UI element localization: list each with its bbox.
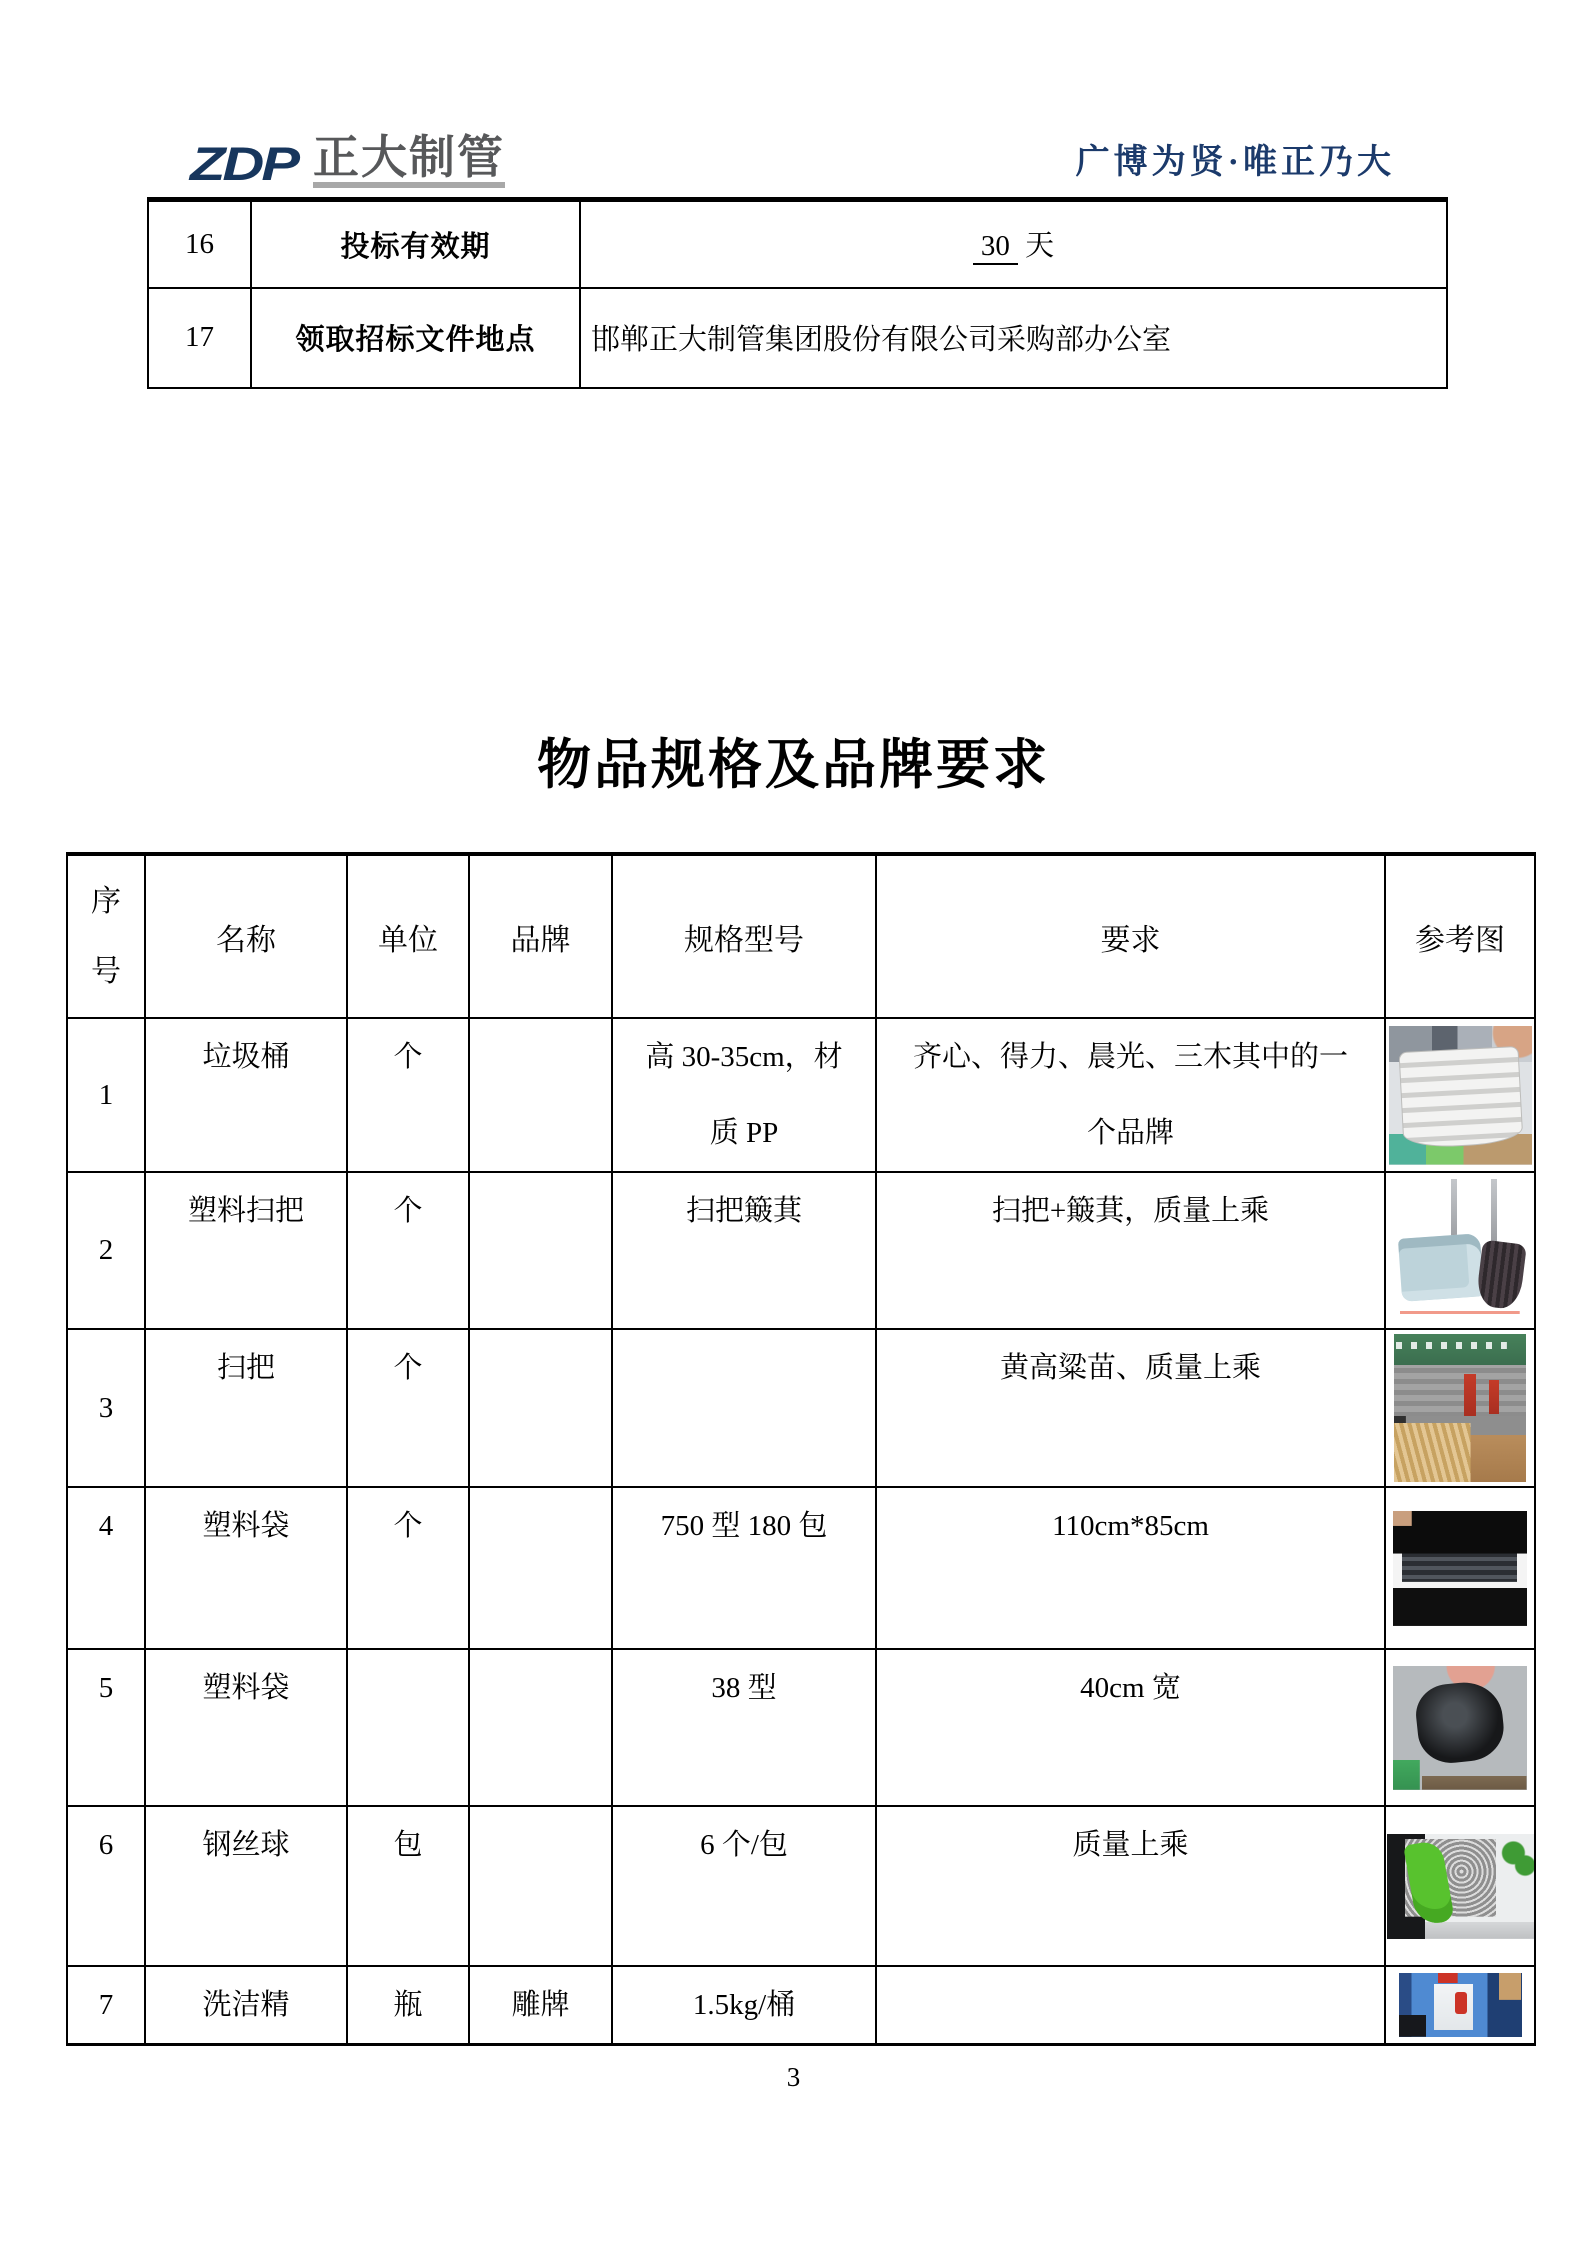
- item-unit: 个: [347, 1329, 469, 1487]
- item-spec: 1.5kg/桶: [612, 1966, 876, 2045]
- company-slogan: 广博为贤·唯正乃大: [1075, 144, 1395, 181]
- reference-photo-storefront-brooms: [1394, 1334, 1526, 1482]
- item-no: 4: [67, 1487, 145, 1649]
- col-header-brand: 品牌: [469, 854, 612, 1018]
- zdp-logo-mark: ZDP: [190, 137, 297, 191]
- item-refimage-cell: [1385, 1487, 1535, 1649]
- item-name: 洗洁精: [145, 1966, 347, 2045]
- reference-photo-detergent-bottles: [1399, 1973, 1522, 2037]
- row-number: 17: [148, 288, 251, 388]
- item-spec: 高 30-35cm，材质 PP: [612, 1018, 876, 1172]
- item-no: 7: [67, 1966, 145, 2045]
- col-header-name: 名称: [145, 854, 347, 1018]
- item-refimage-cell: [1385, 1966, 1535, 2045]
- item-req: 齐心、得力、晨光、三木其中的一个品牌: [876, 1018, 1385, 1172]
- company-logo: [190, 130, 505, 191]
- item-name: 扫把: [145, 1329, 347, 1487]
- item-refimage-cell: [1385, 1806, 1535, 1966]
- item-brand: 雕牌: [469, 1966, 612, 2045]
- col-header-req: 要求: [876, 854, 1385, 1018]
- item-req: 40cm 宽: [876, 1649, 1385, 1806]
- row-value: 邯郸正大制管集团股份有限公司采购部办公室: [580, 288, 1447, 388]
- item-unit: 包: [347, 1806, 469, 1966]
- reference-photo-black-bag-in-hand: [1393, 1666, 1527, 1790]
- item-unit: 瓶: [347, 1966, 469, 2045]
- item-brand: [469, 1649, 612, 1806]
- item-req: 扫把+簸萁，质量上乘: [876, 1172, 1385, 1329]
- item-brand: [469, 1806, 612, 1966]
- item-no: 2: [67, 1172, 145, 1329]
- row-label: 投标有效期: [251, 200, 580, 288]
- table-row: [148, 288, 1447, 388]
- table-row: [67, 1487, 1535, 1649]
- item-spec: 扫把簸萁: [612, 1172, 876, 1329]
- section-title: 物品规格及品牌要求: [537, 735, 1050, 795]
- page-number: 3: [786, 2062, 801, 2092]
- table-row: [67, 1806, 1535, 1966]
- item-no: 6: [67, 1806, 145, 1966]
- reference-photo-steel-wool-pack: [1387, 1834, 1534, 1939]
- tender-info-table: [147, 197, 1448, 389]
- table-row: [67, 1329, 1535, 1487]
- table-row: [67, 1966, 1535, 2045]
- item-unit: 个: [347, 1172, 469, 1329]
- item-spec: 6 个/包: [612, 1806, 876, 1966]
- item-spec: 750 型 180 包: [612, 1487, 876, 1649]
- item-refimage-cell: [1385, 1018, 1535, 1172]
- item-brand: [469, 1172, 612, 1329]
- col-header-no: 序号: [67, 854, 145, 1018]
- item-no: 3: [67, 1329, 145, 1487]
- item-refimage-cell: [1385, 1329, 1535, 1487]
- col-header-spec: 规格型号: [612, 854, 876, 1018]
- item-brand: [469, 1329, 612, 1487]
- reference-photo-trash-bucket: [1389, 1026, 1532, 1165]
- company-name: 正大制管: [313, 134, 505, 188]
- item-req: 质量上乘: [876, 1806, 1385, 1966]
- row-value: [580, 200, 1447, 288]
- reference-photo-dustpan-broom-set: [1387, 1179, 1533, 1323]
- item-brand: [469, 1018, 612, 1172]
- item-unit: [347, 1649, 469, 1806]
- underlined-value: 30: [973, 230, 1018, 265]
- row-number: 16: [148, 200, 251, 288]
- item-spec: 38 型: [612, 1649, 876, 1806]
- item-name: 塑料扫把: [145, 1172, 347, 1329]
- item-unit: 个: [347, 1018, 469, 1172]
- item-refimage-cell: [1385, 1649, 1535, 1806]
- row-label: 领取招标文件地点: [251, 288, 580, 388]
- reference-photo-black-plastic-bags: [1393, 1511, 1527, 1626]
- item-no: 5: [67, 1649, 145, 1806]
- item-name: 塑料袋: [145, 1487, 347, 1649]
- item-req: 黄高粱苗、质量上乘: [876, 1329, 1385, 1487]
- item-name: 垃圾桶: [145, 1018, 347, 1172]
- item-no: 1: [67, 1018, 145, 1172]
- value-suffix: 天: [1017, 230, 1055, 263]
- table-row: [148, 200, 1447, 288]
- item-name: 塑料袋: [145, 1649, 347, 1806]
- item-brand: [469, 1487, 612, 1649]
- item-req: [876, 1966, 1385, 2045]
- col-header-refimage: 参考图: [1385, 854, 1535, 1018]
- item-req: 110cm*85cm: [876, 1487, 1385, 1649]
- table-row: [67, 1649, 1535, 1806]
- item-spec-table: [66, 852, 1536, 2046]
- table-row: [67, 1018, 1535, 1172]
- item-name: 钢丝球: [145, 1806, 347, 1966]
- item-unit: 个: [347, 1487, 469, 1649]
- col-header-unit: 单位: [347, 854, 469, 1018]
- table-row: [67, 1172, 1535, 1329]
- item-spec: [612, 1329, 876, 1487]
- table-header-row: [67, 854, 1535, 1018]
- item-refimage-cell: [1385, 1172, 1535, 1329]
